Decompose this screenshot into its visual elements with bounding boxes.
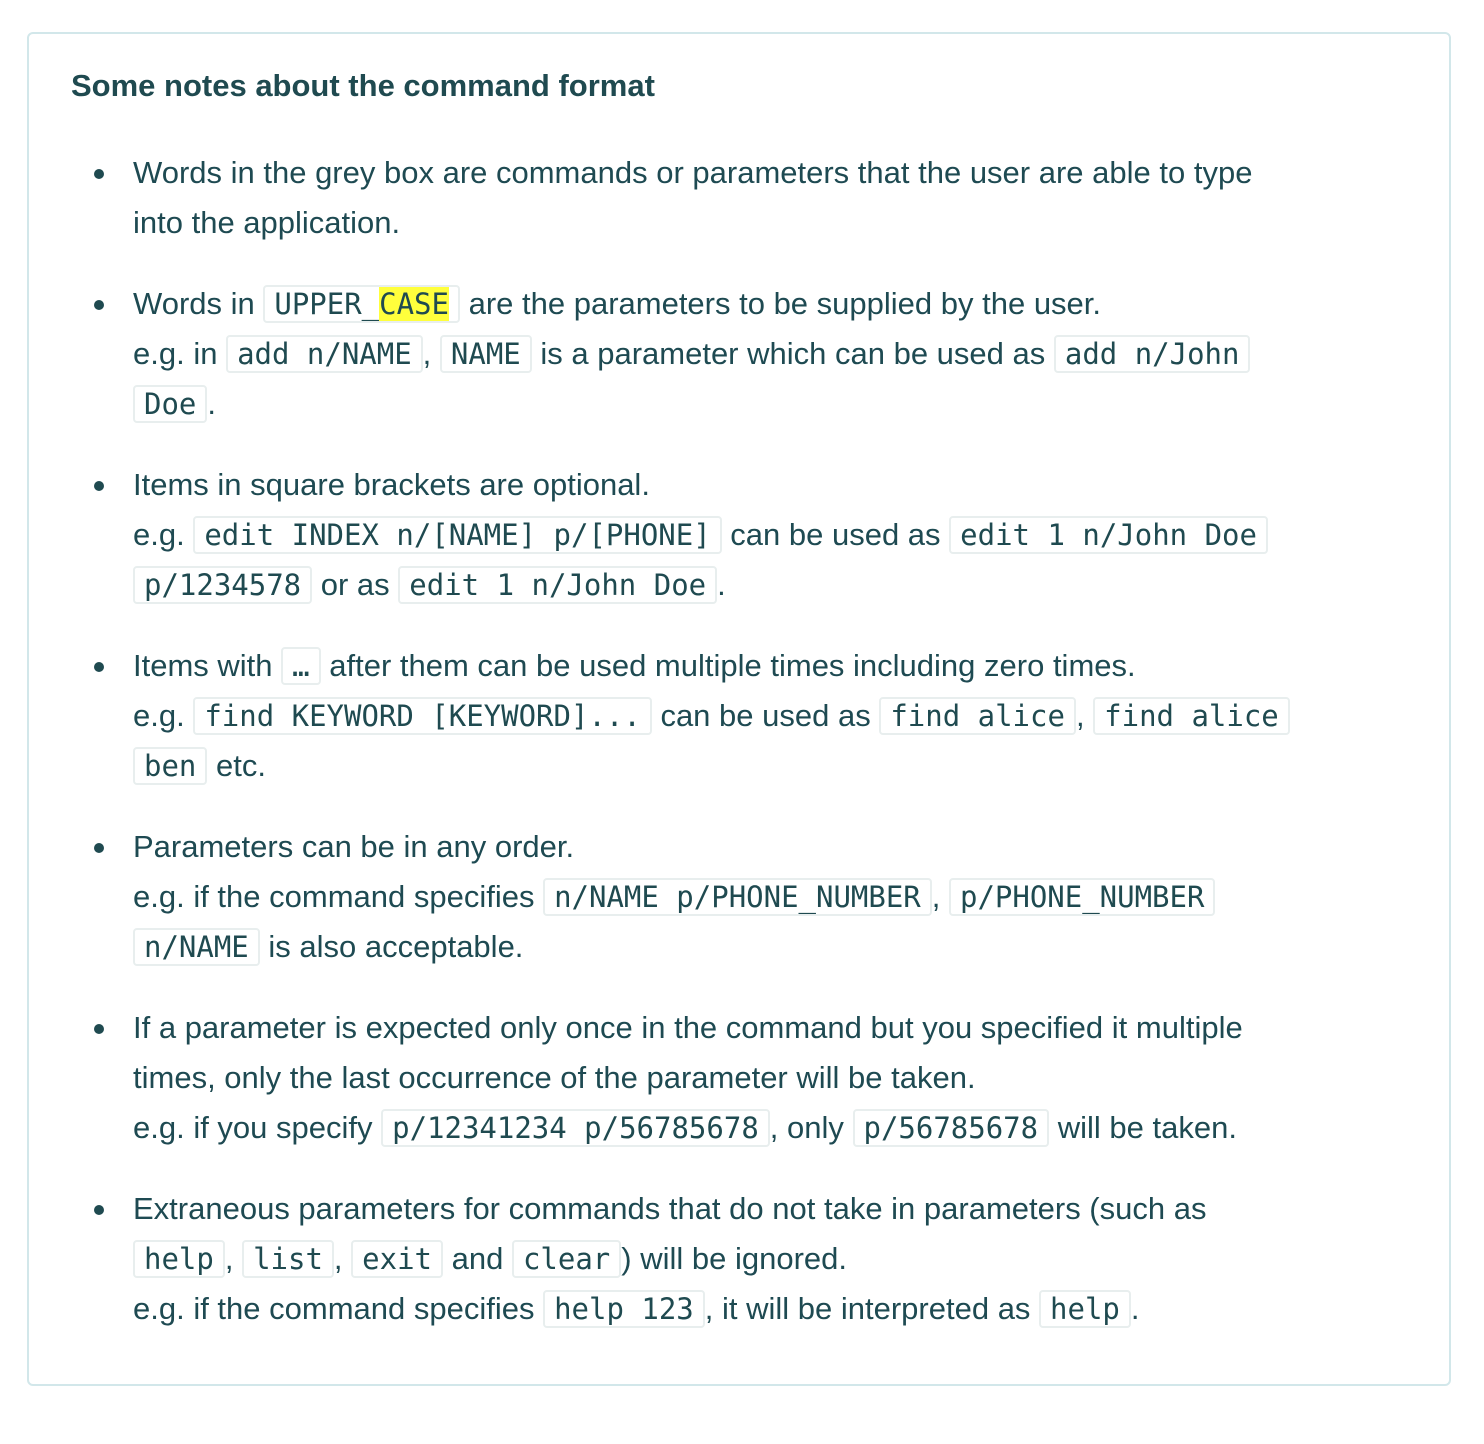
note-line [133, 641, 1369, 691]
note-line [133, 872, 1369, 922]
inline-code: exit [351, 1240, 443, 1278]
inline-code: find KEYWORD [KEYWORD]... [193, 697, 652, 735]
bullet-icon [94, 1205, 104, 1215]
note-line [133, 148, 1369, 198]
inline-code: list [242, 1240, 334, 1278]
note-item-order [133, 822, 1369, 972]
inline-code: clear [512, 1240, 621, 1278]
inline-code: NAME [440, 335, 532, 373]
inline-code [263, 285, 460, 323]
note-text: etc. [207, 748, 266, 783]
note-line [133, 691, 1369, 741]
note-text: , it will be interpreted as [704, 1291, 1040, 1326]
note-text: and [443, 1241, 512, 1276]
note-line [133, 1103, 1369, 1153]
note-line [133, 1234, 1369, 1284]
inline-code: p/PHONE_NUMBER [949, 878, 1215, 916]
inline-code: add n/NAME [226, 335, 423, 373]
note-text: or as [312, 567, 399, 602]
inline-code: Doe [133, 385, 207, 423]
inline-code: ben [133, 747, 207, 785]
inline-code: p/56785678 [853, 1109, 1050, 1147]
bullet-icon [94, 300, 104, 310]
inline-code: edit 1 n/John Doe [949, 516, 1268, 554]
note-line [133, 822, 1369, 872]
note-text: . [717, 567, 726, 602]
inline-code: help [133, 1240, 225, 1278]
inline-code: … [281, 647, 320, 685]
note-text: , [422, 336, 440, 371]
note-text: Items in square brackets are optional. [133, 467, 650, 502]
note-item-once [133, 1003, 1369, 1153]
note-line [133, 460, 1369, 510]
note-item-grey-box [133, 148, 1369, 248]
inline-code: find alice [879, 697, 1076, 735]
note-text: Words in [133, 286, 264, 321]
inline-code: add n/John [1054, 335, 1251, 373]
note-text: If a parameter is expected only once in the command but you specified it multiple [133, 1010, 1243, 1045]
note-text: Items with [133, 648, 282, 683]
inline-code: n/NAME [133, 928, 260, 966]
note-line [133, 379, 1369, 429]
bullet-icon [94, 1024, 104, 1034]
note-text: e.g. [133, 517, 194, 552]
note-line [133, 510, 1369, 560]
note-line [133, 1053, 1369, 1103]
note-box [27, 32, 1451, 1386]
note-line [133, 922, 1369, 972]
note-text: can be used as [651, 698, 880, 733]
note-text: e.g. in [133, 336, 227, 371]
note-text: e.g. if the command specifies [133, 1291, 544, 1326]
note-title: Some notes about the command format [71, 68, 655, 103]
note-text: after them can be used multiple times including zero times. [320, 648, 1136, 683]
note-text: Extraneous parameters for commands that do not take in parameters (such as [133, 1191, 1207, 1226]
note-text: , [931, 879, 949, 914]
code-text: UPPER_ [274, 287, 380, 321]
inline-code: p/12341234 p/56785678 [381, 1109, 770, 1147]
bullet-icon [94, 843, 104, 853]
note-text: into the application. [133, 205, 401, 240]
note-line [133, 198, 1369, 248]
note-item-optional [133, 460, 1369, 610]
note-text: Parameters can be in any order. [133, 829, 575, 864]
note-text: . [1130, 1291, 1140, 1326]
inline-code: help [1039, 1290, 1131, 1328]
note-item-upper-case [133, 279, 1369, 429]
inline-code: edit INDEX n/[NAME] p/[PHONE] [193, 516, 721, 554]
note-text: can be used as [721, 517, 950, 552]
inline-code: edit 1 n/John Doe [398, 566, 717, 604]
note-text: ) will be ignored. [621, 1241, 847, 1276]
notes-list [133, 148, 1369, 1365]
highlighted-text: CASE [379, 287, 449, 321]
bullet-icon [94, 169, 104, 179]
note-item-extraneous [133, 1184, 1369, 1334]
note-line [133, 560, 1369, 610]
note-text: is also acceptable. [259, 929, 524, 964]
note-text: are the parameters to be supplied by the user. [459, 286, 1102, 321]
bullet-icon [94, 662, 104, 672]
note-line [133, 1284, 1369, 1334]
note-text: Words in the grey box are commands or parameters that the user are able to type [133, 155, 1253, 190]
note-text: times, only the last occurrence of the parameter will be taken. [133, 1060, 976, 1095]
note-line [133, 741, 1369, 791]
note-text: . [207, 386, 217, 421]
note-text: , [333, 1241, 352, 1276]
note-line [133, 1184, 1369, 1234]
note-line [133, 1003, 1369, 1053]
note-text: e.g. if the command specifies [133, 879, 544, 914]
note-text: , [1075, 698, 1094, 733]
note-item-multiple [133, 641, 1369, 791]
note-text: e.g. if you specify [133, 1110, 382, 1145]
inline-code: n/NAME p/PHONE_NUMBER [543, 878, 932, 916]
bullet-icon [94, 481, 104, 491]
note-text: is a parameter which can be used as [531, 336, 1054, 371]
note-line [133, 329, 1369, 379]
inline-code: help 123 [543, 1290, 705, 1328]
note-text: , [224, 1241, 243, 1276]
inline-code: find alice [1093, 697, 1290, 735]
note-text: will be taken. [1049, 1110, 1237, 1145]
note-text: , only [769, 1110, 853, 1145]
note-text: e.g. [133, 698, 194, 733]
inline-code: p/1234578 [133, 566, 312, 604]
note-line [133, 279, 1369, 329]
